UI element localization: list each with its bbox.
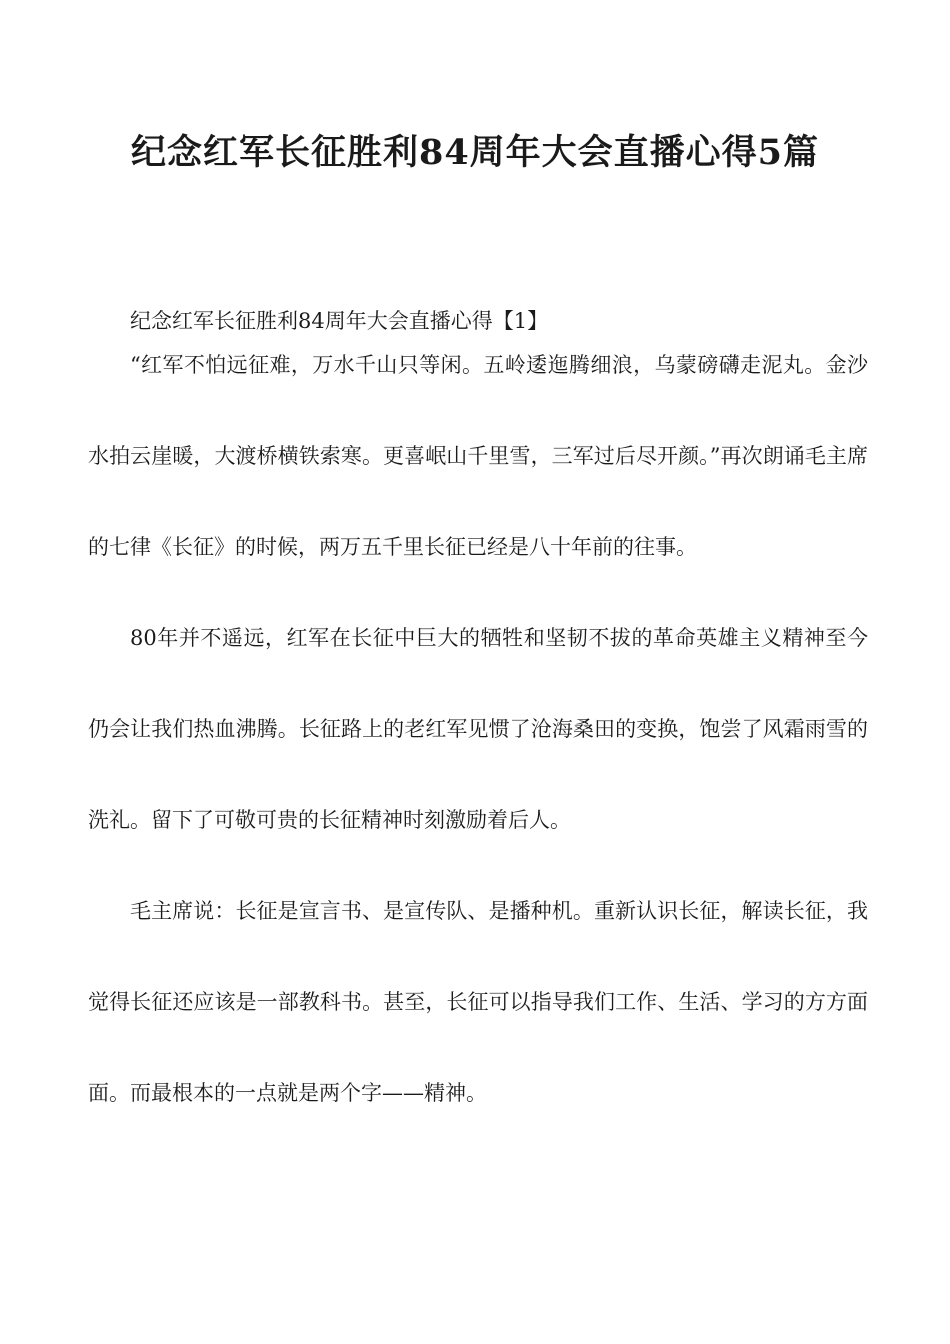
paragraph-2: 80年并不遥远，红军在长征中巨大的牺牲和坚韧不拔的革命英雄主义精神至今仍会让我们热血沸腾。长征路上的老红军见惯了沧海桑田的变换，饱尝了风霜雨雪的洗礼。留下了可敬可贵的长征精神时刻激励着后人。: [88, 626, 868, 832]
section-heading: 纪念红军长征胜利84周年大会直播心得【1】: [130, 309, 549, 333]
paragraph-1: “红军不怕远征难，万水千山只等闲。五岭逶迤腾细浪，乌蒙磅礴走泥丸。金沙水拍云崖暖，大渡桥横铁索寒。更喜岷山千里雪，三军过后尽开颜。”再次朗诵毛主席的七律《长征》的时候，两万五千里长征已经是八十年前的往事。: [88, 353, 868, 559]
document-body: [88, 299, 868, 1162]
page-title: 纪念红军长征胜利84周年大会直播心得5篇: [130, 132, 820, 173]
paragraph-3: 毛主席说：长征是宣言书、是宣传队、是播种机。重新认识长征，解读长征，我觉得长征还应该是一部教科书。甚至，长征可以指导我们工作、生活、学习的方方面面。而最根本的一点就是两个字——精神。: [88, 899, 868, 1105]
